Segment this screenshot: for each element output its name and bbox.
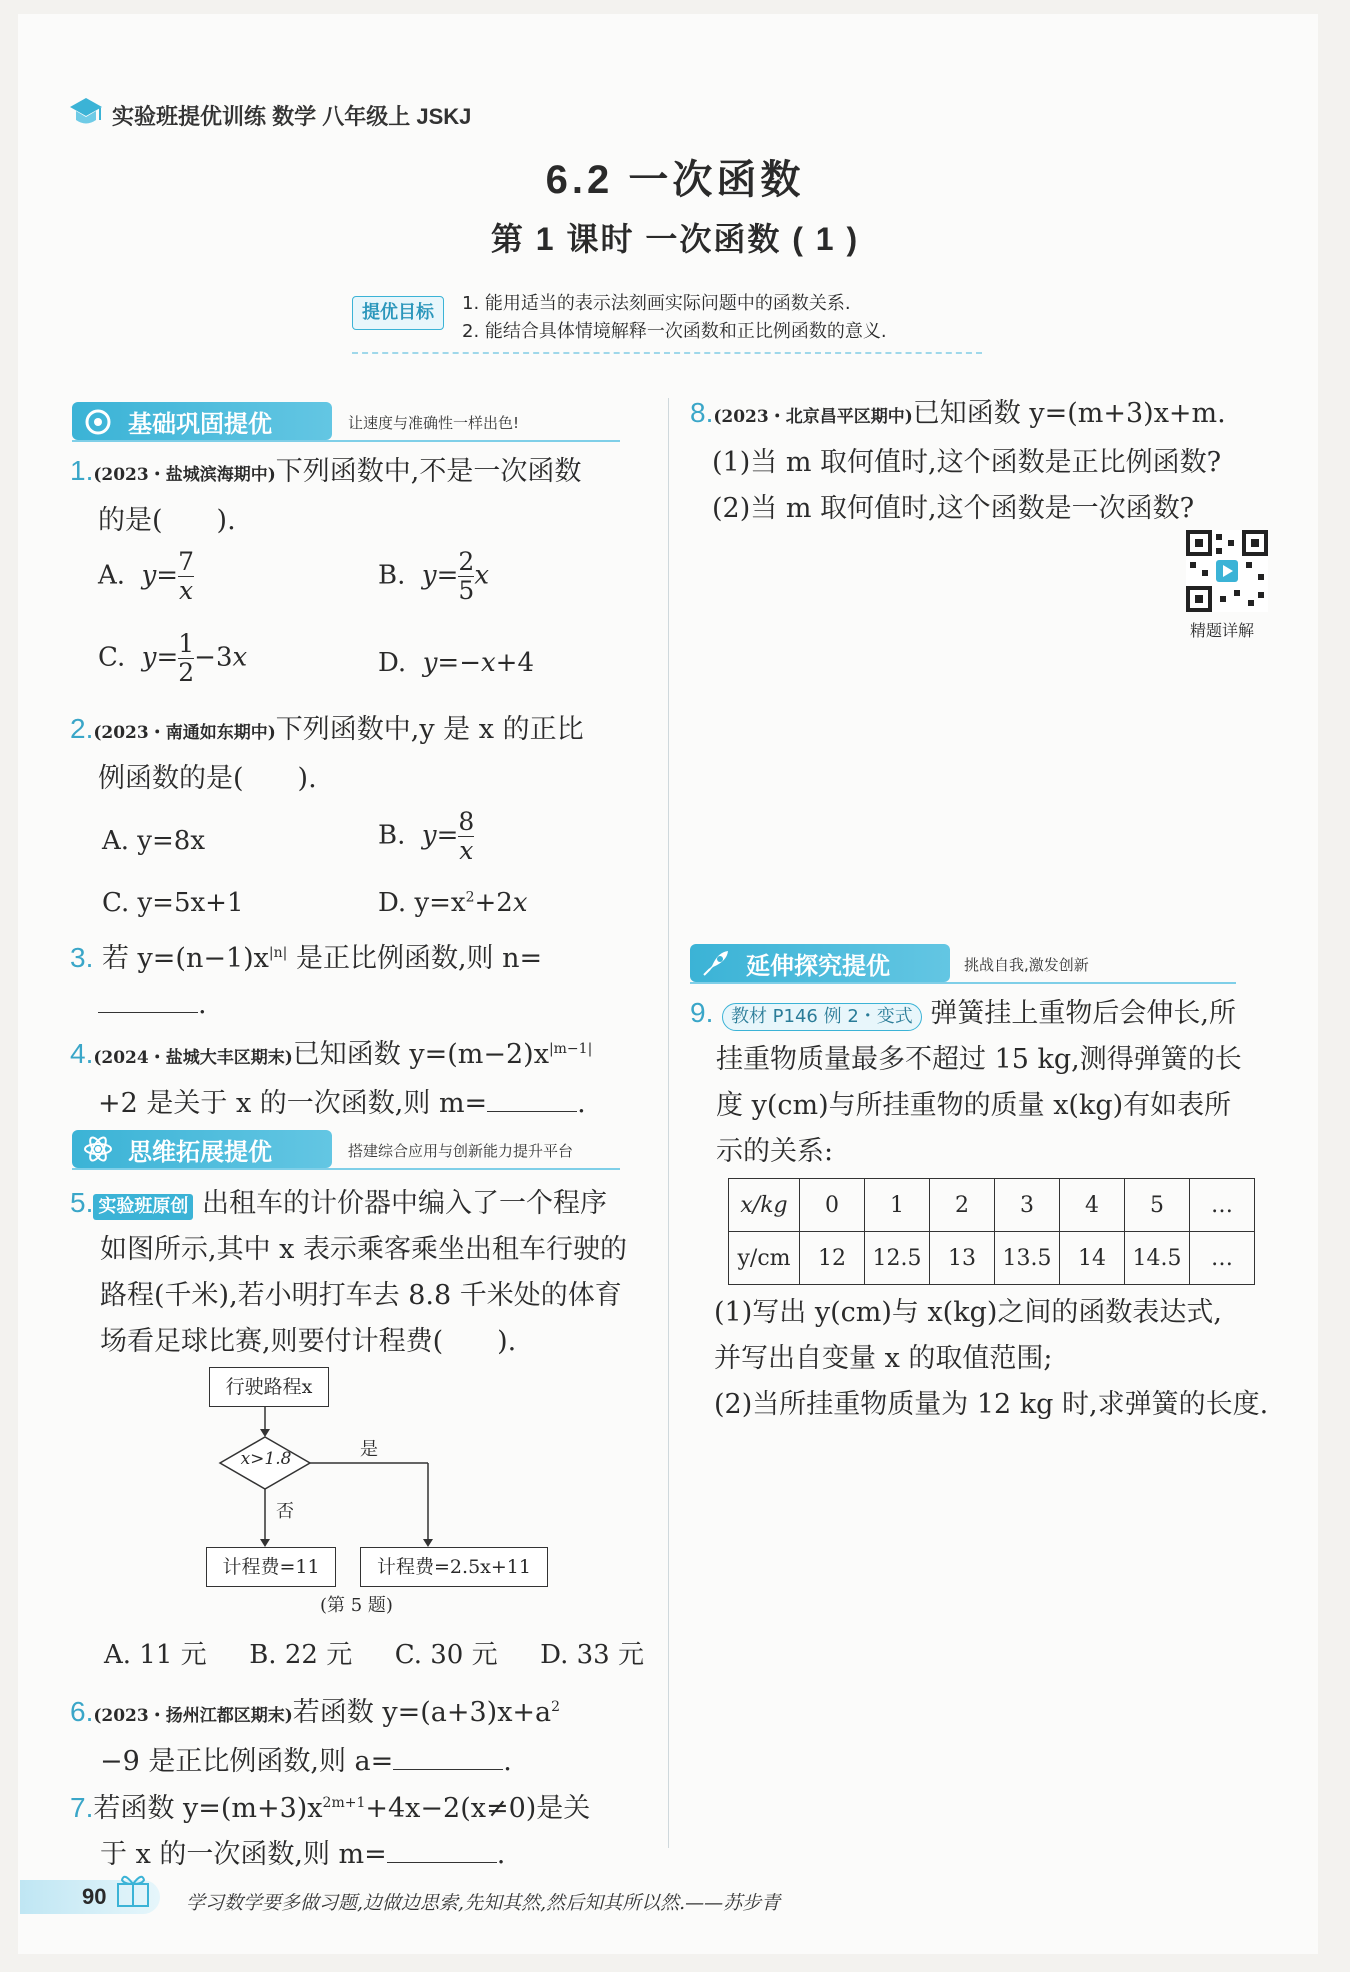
q9-part1b: 并写出自变量 x 的取值范围; [714, 1343, 1053, 1374]
qr-code-icon[interactable] [1186, 530, 1268, 612]
table-cell: 5 [1125, 1179, 1190, 1232]
extend-slogan: 挑战自我,激发创新 [964, 956, 1089, 974]
q1-d-label: D. [378, 648, 407, 678]
q1-option-c: C. y= $\frac{1}{2}$ −3x [98, 629, 248, 687]
q9-line: 示的关系: [716, 1136, 834, 1167]
q3-end: . [198, 989, 207, 1020]
table-cell: 13 [930, 1232, 995, 1285]
flow-left-box: 计程费=11 [206, 1547, 336, 1587]
q2-text2: 例函数的是( ). [98, 763, 317, 794]
q5-option: A. 11 元 [104, 1640, 207, 1670]
q9-line: 挂重物质量最多不超过 15 kg,测得弹簧的长 [716, 1044, 1242, 1075]
question-1 [70, 448, 660, 544]
table-cell: 13.5 [995, 1232, 1060, 1285]
q1-source: (2023・盐城滨海期中) [93, 465, 276, 485]
q3-text2: 是正比例函数,则 n= [295, 943, 543, 974]
q7-text2: 于 x 的一次函数,则 m= [100, 1839, 387, 1870]
table-cell: x/kg [729, 1179, 800, 1232]
banner-underline [72, 440, 620, 442]
extend-title: 延伸探究提优 [746, 951, 890, 980]
flow-yes: 是 [360, 1439, 378, 1460]
table-cell: 0 [800, 1179, 865, 1232]
q7-number: 7. [70, 1792, 94, 1823]
q6-number: 6. [70, 1696, 94, 1727]
basic-banner [72, 402, 332, 440]
q5-line: 出租车的计价器中编入了一个程序 [201, 1188, 607, 1219]
question-8 [690, 390, 1290, 532]
book-header: 实验班提优训练 数学 八年级上 JSKJ [112, 104, 472, 129]
q1-option-b: B. y= $\frac{2}{5}$ x [378, 547, 489, 605]
table-row [729, 1232, 1255, 1285]
extend-banner [690, 944, 950, 982]
q6-source: (2023・扬州江都区期末) [93, 1706, 293, 1726]
question-3: 3. 若 $y=(n-1)x^{|n|}$ 是正比例函数,则 n= . [70, 942, 543, 1020]
flowchart [200, 1365, 560, 1635]
q4-text: 已知函数 y=(m−2)x [292, 1039, 549, 1070]
q6-text: 若函数 y=(a+3)x+a [292, 1697, 552, 1728]
rocket-icon [700, 948, 732, 984]
footer-quote: 学习数学要多做习题,边做边思索,先知其然,然后知其所以然.——苏步青 [186, 1892, 781, 1914]
q2-source: (2023・南通如东期中) [93, 723, 276, 743]
goals-label: 提优目标 [352, 296, 444, 330]
q5-option: C. 30 元 [394, 1640, 498, 1670]
q4-end: . [577, 1088, 586, 1119]
column-divider [668, 398, 669, 1848]
q5-number: 5. [70, 1187, 94, 1218]
table-cell: 12.5 [865, 1232, 930, 1285]
table-cell: … [1190, 1179, 1255, 1232]
q7-end: . [496, 1839, 506, 1870]
thinking-title: 思维拓展提优 [128, 1137, 272, 1166]
q3-text: 若 y=(n−1)x [101, 943, 269, 974]
table-cell: 14 [1060, 1232, 1125, 1285]
q8-text: 已知函数 y=(m+3)x+m. [912, 398, 1226, 429]
table-cell: 1 [865, 1179, 930, 1232]
basic-title: 基础巩固提优 [128, 409, 272, 438]
q4-source: (2024・盐城大丰区期末) [93, 1048, 293, 1068]
q3-blank[interactable] [98, 986, 198, 1013]
goal-item: 1. 能用适当的表示法刻画实际问题中的函数关系. [462, 293, 851, 314]
q1-a-label: A. [98, 560, 126, 591]
lesson-title: 第 1 课时 一次函数 ( 1 ) [490, 221, 860, 257]
q4-text2: +2 是关于 x 的一次函数,则 m= [98, 1088, 488, 1119]
thinking-banner [72, 1130, 332, 1168]
flow-condition: x>1.8 [240, 1449, 292, 1469]
goal-item: 2. 能结合具体情境解释一次函数和正比例函数的意义. [462, 321, 887, 342]
flow-caption: (第 5 题) [320, 1595, 393, 1616]
table-cell: 4 [1060, 1179, 1125, 1232]
q2-option-c: C. y=5x+1 [102, 888, 244, 918]
q5-line: 路程(千米),若小明打车去 8.8 千米处的体育 [100, 1280, 622, 1311]
q9-part2: (2)当所挂重物质量为 12 kg 时,求弹簧的长度. [714, 1389, 1269, 1420]
q1-b-label: B. [378, 560, 406, 591]
q2-text: 下列函数中,y 是 x 的正比 [275, 714, 584, 745]
table-cell: 12 [800, 1232, 865, 1285]
table-cell: y/cm [729, 1232, 800, 1285]
q5-options [104, 1634, 644, 1671]
q6-blank[interactable] [393, 1743, 503, 1770]
q4-number: 4. [70, 1038, 94, 1069]
q9-part1: (1)写出 y(cm)与 x(kg)之间的函数表达式, [714, 1297, 1222, 1328]
graduation-cap-icon [68, 96, 104, 134]
q8-part2: (2)当 m 取何值时,这个函数是一次函数? [712, 493, 1195, 524]
banner-underline [690, 982, 1236, 984]
q1-option-d: D. y=−x+4 [378, 648, 534, 678]
table-cell: 2 [930, 1179, 995, 1232]
q2-b-label: B. [378, 820, 406, 851]
q1-number: 1. [70, 455, 94, 486]
q5-option: D. 33 元 [540, 1640, 644, 1670]
question-6: 6.(2023・扬州江都区期末)若函数 $y=(a+3)x+a^2$ −9 是正比例函数,则 a= . [70, 1696, 561, 1777]
q2-number: 2. [70, 713, 94, 744]
q1-option-a: A. y= $\frac{7}{x}$ [98, 547, 194, 605]
q6-text2: −9 是正比例函数,则 a= [100, 1746, 394, 1777]
q5-option: B. 22 元 [249, 1640, 353, 1670]
q5-line: 如图所示,其中 x 表示乘客乘坐出租车行驶的 [100, 1234, 627, 1265]
question-4: 4.(2024・盐城大丰区期末)已知函数 $y=(m-2)x^{|m-1|}$ +2 是关于 x 的一次函数,则 m= . [70, 1038, 593, 1119]
q9-number: 9. [690, 997, 714, 1028]
q9-line: 度 y(cm)与所挂重物的质量 x(kg)有如表所 [716, 1090, 1232, 1121]
q9-tag: 教材 P146 例 2・变式 [722, 1003, 922, 1031]
atom-icon [82, 1134, 114, 1170]
q7-blank[interactable] [387, 1836, 497, 1863]
q6-end: . [503, 1746, 512, 1777]
q8-source: (2023・北京昌平区期中) [713, 407, 913, 427]
q1-text: 下列函数中,不是一次函数 [275, 456, 582, 487]
q8-part1: (1)当 m 取何值时,这个函数是正比例函数? [712, 447, 1222, 478]
table-row [729, 1179, 1255, 1232]
basic-section-header [72, 402, 620, 442]
q1-text2: 的是( ). [98, 505, 236, 536]
banner-underline [72, 1168, 620, 1170]
q5-line: 场看足球比赛,则要付计程费( ). [100, 1326, 517, 1357]
question-7: 7.若函数 $y=(m+3)x^{2m+1}+4x-2(x\ne 0)$是关 于 x 的一次函数,则 m= . [70, 1792, 591, 1870]
goals-box [352, 290, 982, 354]
q7-text: 若函数 y=(m+3)x [93, 1793, 323, 1824]
thinking-slogan: 搭建综合应用与创新能力提升平台 [348, 1142, 574, 1160]
extend-section-header [690, 944, 1236, 984]
section-title: 6.2 一次函数 [545, 158, 805, 202]
flow-no: 否 [276, 1501, 294, 1522]
table-cell: 3 [995, 1179, 1060, 1232]
question-5 [70, 1180, 670, 1365]
flow-start: 行驶路程x [209, 1367, 329, 1407]
gift-box-icon [112, 1870, 156, 1914]
q2-option-b: B. y= $\frac{8}{x}$ [378, 807, 475, 865]
q8-number: 8. [690, 397, 714, 428]
basic-slogan: 让速度与准确性一样出色! [348, 414, 520, 432]
q9-table [728, 1178, 1255, 1285]
q9-line: 弹簧挂上重物后会伸长,所 [930, 998, 1236, 1029]
q1-c-label: C. [98, 642, 126, 673]
target-icon [84, 408, 114, 442]
table-cell: … [1190, 1232, 1255, 1285]
page-number: 90 [82, 1884, 107, 1909]
table-cell: 14.5 [1125, 1232, 1190, 1285]
flow-right-box: 计程费=2.5x+11 [360, 1547, 548, 1587]
question-2 [70, 706, 660, 802]
q2-d-text: D. y=x [378, 888, 466, 918]
q9-parts [714, 1290, 1304, 1428]
thinking-section-header [72, 1130, 620, 1170]
q2-option-d: D. $y=x^2+2x$ [378, 888, 528, 918]
q4-blank[interactable] [487, 1085, 577, 1112]
question-9 [690, 990, 1290, 1175]
q3-number: 3. [70, 942, 94, 973]
q5-tag: 实验班原创 [93, 1194, 193, 1220]
q7-text-mid: +4x−2(x≠0)是关 [365, 1793, 591, 1824]
qr-caption: 精题详解 [1190, 623, 1255, 640]
q2-option-a: A. y=8x [102, 826, 205, 856]
